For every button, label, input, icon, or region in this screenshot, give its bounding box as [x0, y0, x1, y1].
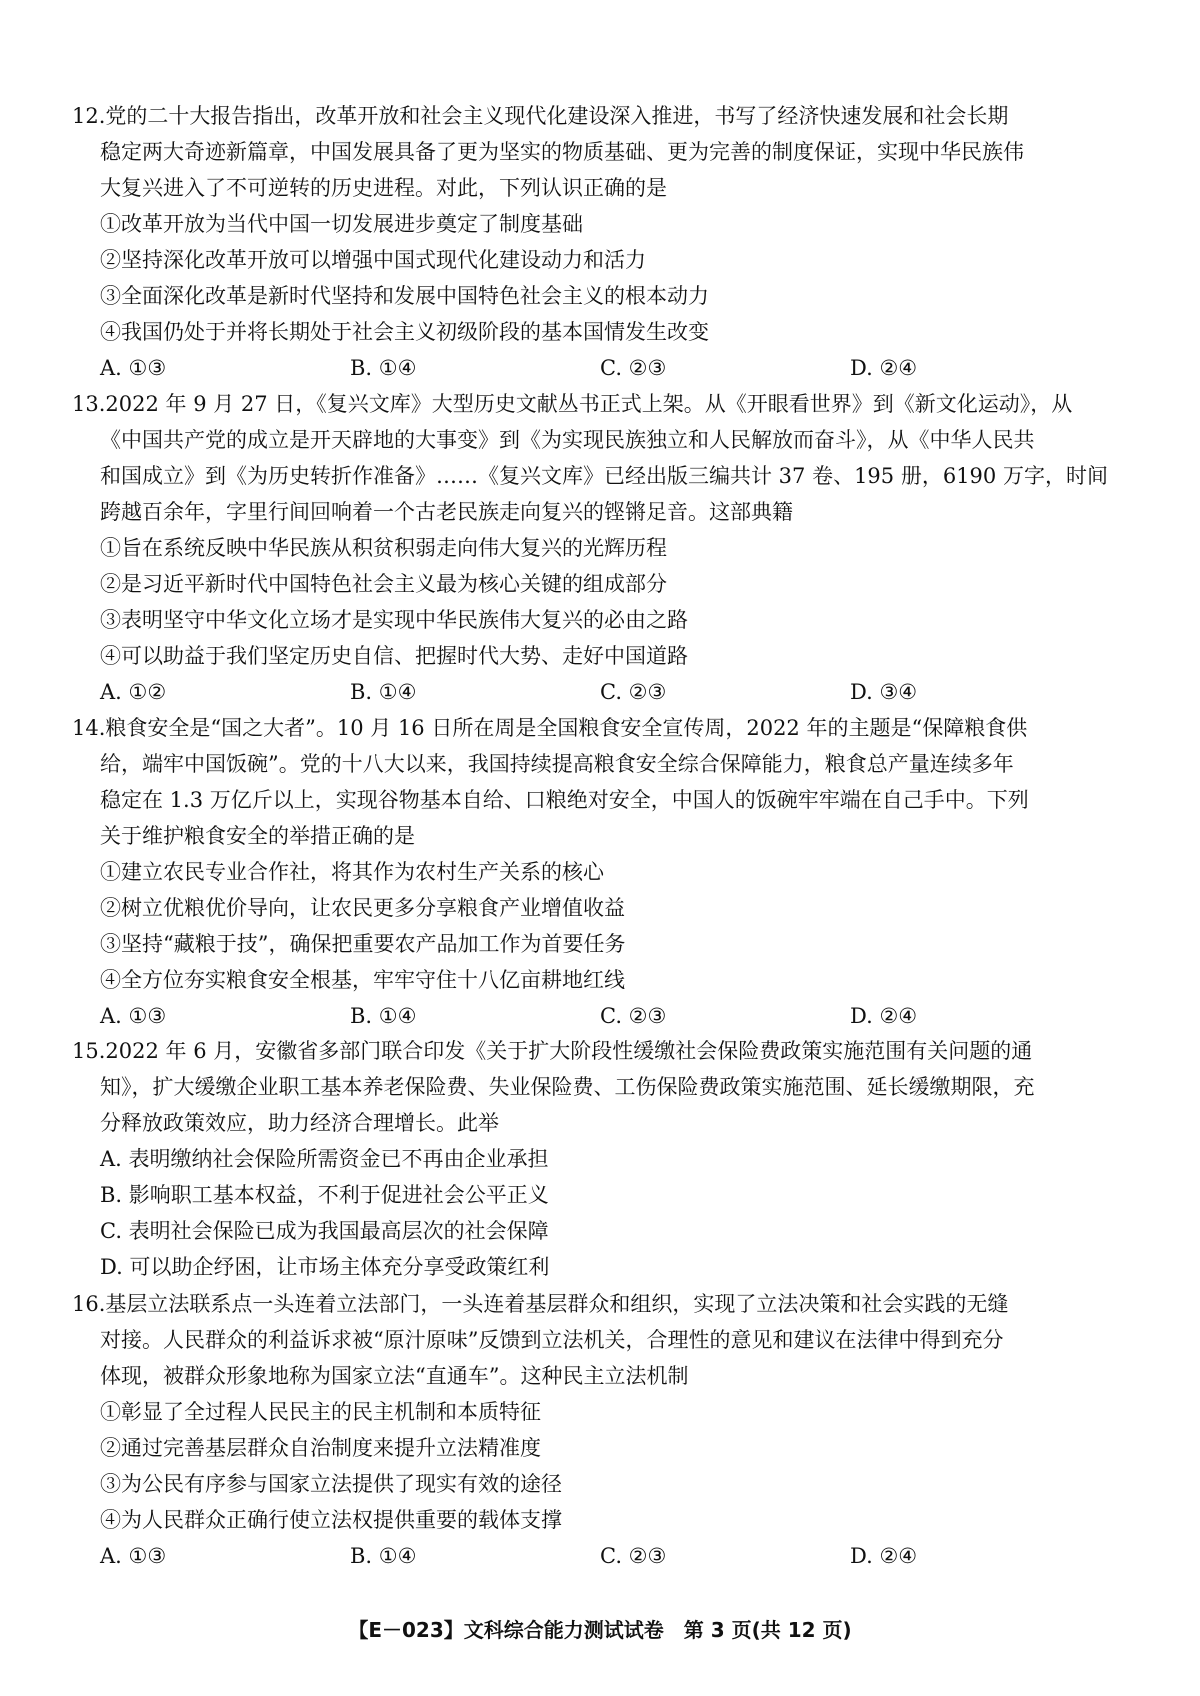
question-number: 13.	[72, 392, 106, 416]
stem-line: 对接。人民群众的利益诉求被“原汁原味”反馈到立法机关，合理性的意见和建议在法律中得到充分	[100, 1328, 1004, 1352]
stem-line: 给，端牢中国饭碗”。党的十八大以来，我国持续提高粮食安全综合保障能力，粮食总产量连续多年	[100, 752, 1014, 776]
choice-b: B. ①④	[350, 1004, 417, 1028]
answer-choices	[72, 1538, 1132, 1574]
choice-a: A. ①③	[100, 1544, 167, 1568]
question-13	[72, 386, 1132, 710]
statement: ④为人民群众正确行使立法权提供重要的载体支撑	[100, 1508, 562, 1532]
stem-line: 跨越百余年，字里行间回响着一个古老民族走向复兴的铿锵足音。这部典籍	[100, 500, 793, 524]
question-number: 14.	[72, 716, 106, 740]
statement: ③全面深化改革是新时代坚持和发展中国特色社会主义的根本动力	[100, 284, 709, 308]
statement: ③表明坚守中华文化立场才是实现中华民族伟大复兴的必由之路	[100, 608, 688, 632]
stem-line: 粮食安全是“国之大者”。10 月 16 日所在周是全国粮食安全宣传周，2022 年的主题是“保障粮食供	[105, 716, 1028, 740]
stem-line: 关于维护粮食安全的举措正确的是	[100, 824, 415, 848]
choice-b: B. ①④	[350, 356, 417, 380]
statement: ①彰显了全过程人民民主的民主机制和本质特征	[100, 1400, 541, 1424]
answer-choices	[72, 998, 1132, 1034]
choice-c: C. 表明社会保险已成为我国最高层次的社会保障	[100, 1219, 549, 1243]
statement: ①建立农民专业合作社，将其作为农村生产关系的核心	[100, 860, 604, 884]
stem-line: 知》，扩大缓缴企业职工基本养老保险费、失业保险费、工伤保险费政策实施范围、延长缓缴期限，充	[100, 1075, 1035, 1099]
choice-a: A. 表明缴纳社会保险所需资金已不再由企业承担	[100, 1147, 549, 1171]
choice-d: D. ③④	[850, 680, 918, 704]
question-15	[72, 1033, 1132, 1285]
choice-b: B. ①④	[350, 1544, 417, 1568]
stem-line: 分释放政策效应，助力经济合理增长。此举	[100, 1111, 499, 1135]
choice-a: A. ①③	[100, 356, 167, 380]
statement: ②坚持深化改革开放可以增强中国式现代化建设动力和活力	[100, 248, 646, 272]
stem-line: 党的二十大报告指出，改革开放和社会主义现代化建设深入推进，书写了经济快速发展和社会长期	[105, 104, 1009, 128]
choice-d: D. ②④	[850, 356, 918, 380]
statement: ②是习近平新时代中国特色社会主义最为核心关键的组成部分	[100, 572, 667, 596]
choice-c: C. ②③	[600, 1544, 667, 1568]
choice-c: C. ②③	[600, 356, 667, 380]
stem-line: 体现，被群众形象地称为国家立法“直通车”。这种民主立法机制	[100, 1364, 689, 1388]
choice-b: B. 影响职工基本权益，不利于促进社会公平正义	[100, 1183, 549, 1207]
statement: ②树立优粮优价导向，让农民更多分享粮食产业增值收益	[100, 896, 625, 920]
choice-b: B. ①④	[350, 680, 417, 704]
question-14	[72, 710, 1132, 1034]
choice-d: D. ②④	[850, 1004, 918, 1028]
question-12	[72, 98, 1132, 386]
choice-d: D. 可以助企纾困，让市场主体充分享受政策红利	[100, 1255, 550, 1279]
stem-line: 2022 年 9 月 27 日，《复兴文库》大型历史文献丛书正式上架。从《开眼看世界》到《新文化运动》，从	[105, 392, 1073, 416]
stem-line: 大复兴进入了不可逆转的历史进程。对此，下列认识正确的是	[100, 176, 667, 200]
question-number: 15.	[72, 1039, 106, 1063]
statement: ④全方位夯实粮食安全根基，牢牢守住十八亿亩耕地红线	[100, 968, 625, 992]
choice-c: C. ②③	[600, 680, 667, 704]
choice-a: A. ①③	[100, 1004, 167, 1028]
choice-d: D. ②④	[850, 1544, 918, 1568]
statement: ①改革开放为当代中国一切发展进步奠定了制度基础	[100, 212, 583, 236]
stem-line: 2022 年 6 月，安徽省多部门联合印发《关于扩大阶段性缓缴社会保险费政策实施范围有关问题的通	[105, 1039, 1033, 1063]
statement: ④可以助益于我们坚定历史自信、把握时代大势、走好中国道路	[100, 644, 688, 668]
stem-line: 稳定在 1.3 万亿斤以上，实现谷物基本自给、口粮绝对安全，中国人的饭碗牢牢端在自己手中。下列	[100, 788, 1029, 812]
answer-choices	[72, 674, 1132, 710]
question-16	[72, 1286, 1132, 1574]
stem-line: 稳定两大奇迹新篇章，中国发展具备了更为坚实的物质基础、更为完善的制度保证，实现中华民族伟	[100, 140, 1024, 164]
statement: ②通过完善基层群众自治制度来提升立法精准度	[100, 1436, 541, 1460]
stem-line: 和国成立》到《为历史转折作准备》……《复兴文库》已经出版三编共计 37 卷、195 册，6190 万字，时间	[100, 464, 1108, 488]
stem-line: 基层立法联系点一头连着立法部门，一头连着基层群众和组织，实现了立法决策和社会实践的无缝	[105, 1292, 1009, 1316]
choice-c: C. ②③	[600, 1004, 667, 1028]
stem-line: 《中国共产党的成立是开天辟地的大事变》到《为实现民族独立和人民解放而奋斗》，从《中华人民共	[100, 428, 1035, 452]
answer-choices	[72, 350, 1132, 386]
statement: ③坚持“藏粮于技”，确保把重要农产品加工作为首要任务	[100, 932, 626, 956]
statement: ④我国仍处于并将长期处于社会主义初级阶段的基本国情发生改变	[100, 320, 709, 344]
question-number: 12.	[72, 104, 106, 128]
statement: ①旨在系统反映中华民族从积贫积弱走向伟大复兴的光辉历程	[100, 536, 667, 560]
statement: ③为公民有序参与国家立法提供了现实有效的途径	[100, 1472, 562, 1496]
choice-a: A. ①②	[100, 680, 167, 704]
question-number: 16.	[72, 1292, 106, 1316]
page-footer: 【E－023】文科综合能力测试试卷 第 3 页(共 12 页)	[348, 1618, 852, 1642]
